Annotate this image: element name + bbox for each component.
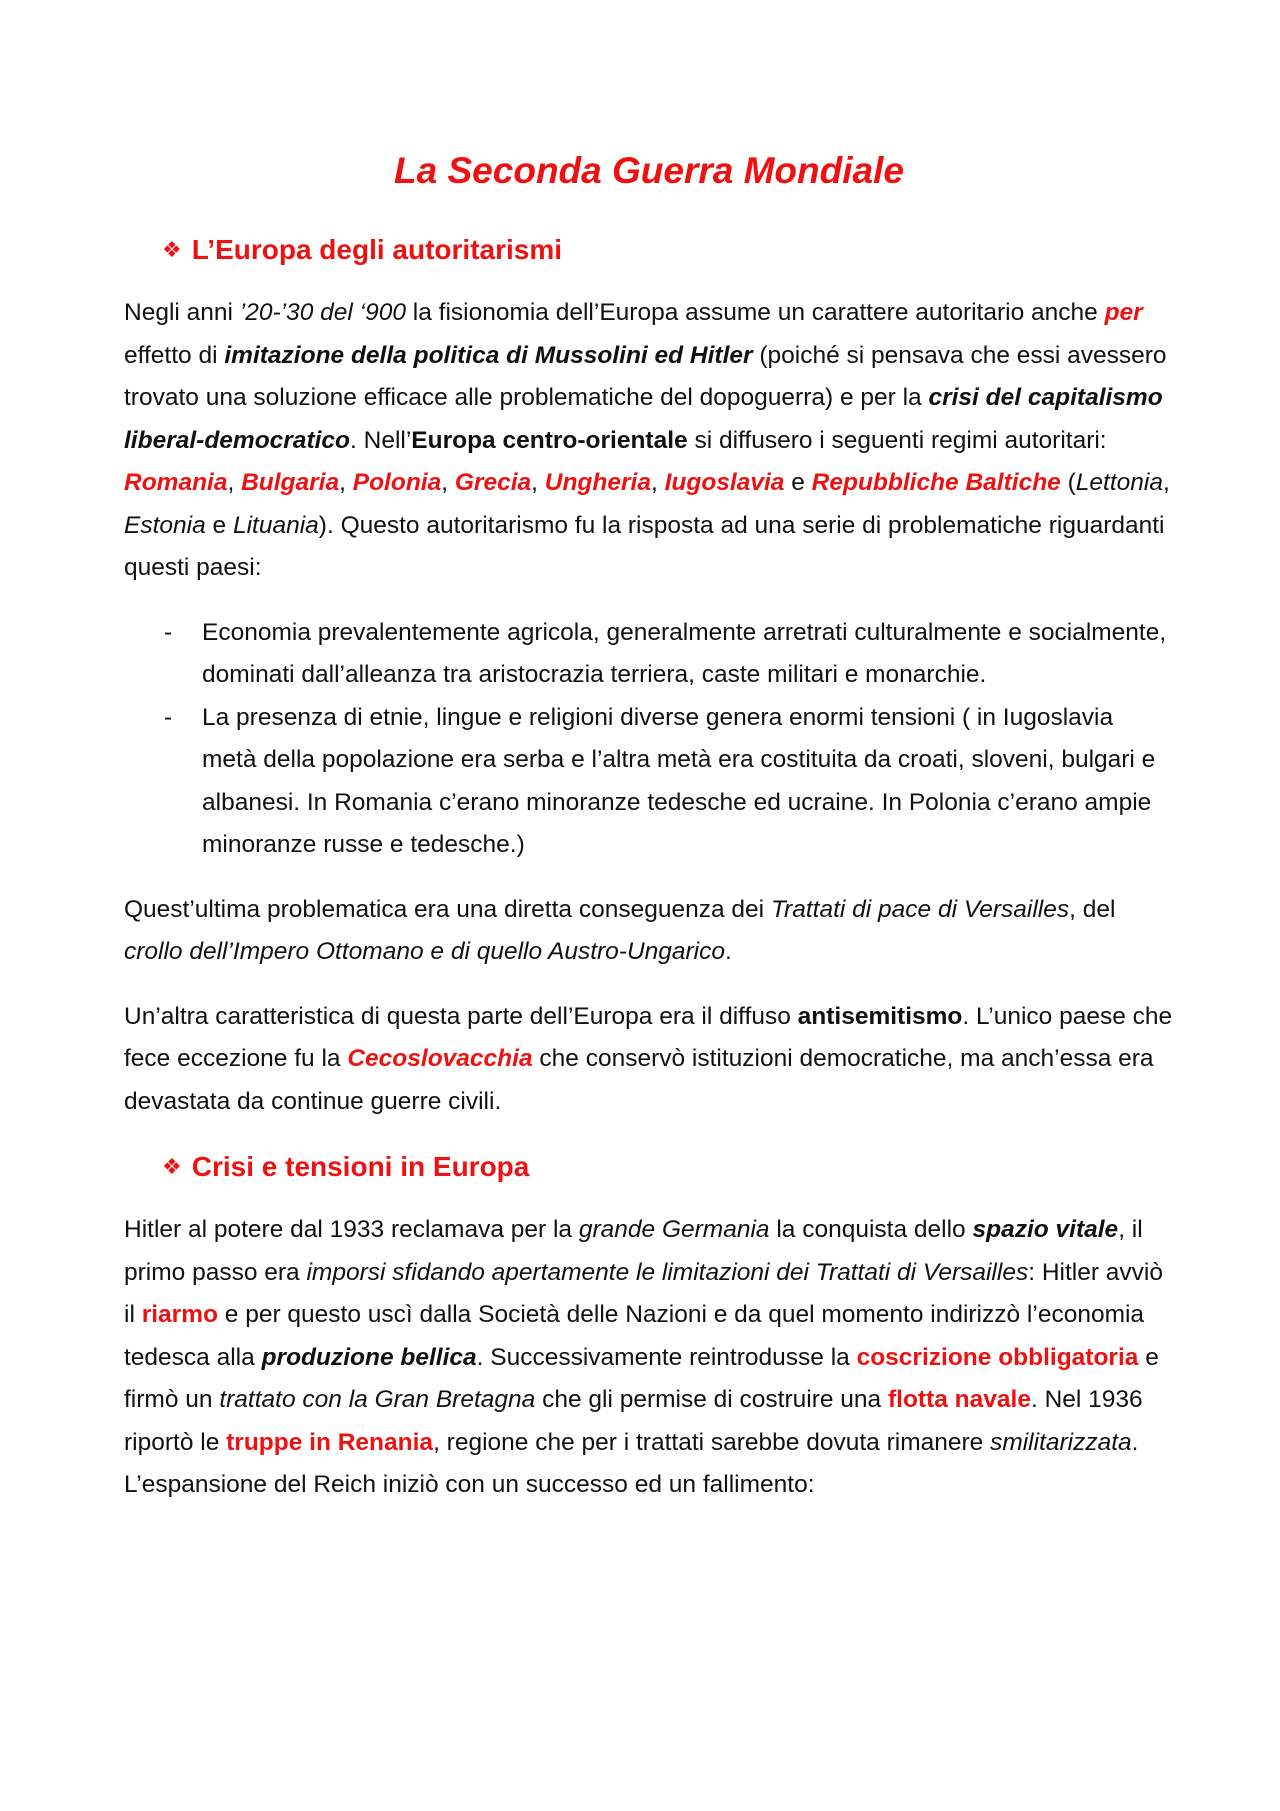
problems-list (124, 612, 1174, 867)
paragraph-hitler: Hitler al potere dal 1933 reclamava per la grande Germania la conquista dello spazio vitale, il primo passo era imporsi sfidando apertamente le limitazioni dei Trattati di Versailles: Hitler avviò il riarmo e per questo uscì dalla Società delle Nazioni e da quel momento indirizzò l’economia tedesca alla produzione bellica. Successivamente reintrodusse la coscrizione obbligatoria e firmò un trattato con la Gran Bretagna che gli permise di costruire una flotta navale. Nel 1936 riportò le truppe in Renania, regione che per i trattati sarebbe dovuta rimanere smilitarizzata. L’espansione del Reich iniziò con un successo ed un fallimento: (124, 1216, 1163, 1498)
diamond-cluster-icon: ❖ (162, 237, 182, 262)
section-heading-text: L’Europa degli autoritarismi (191, 234, 563, 265)
document-page (124, 150, 1174, 1529)
paragraph-conseguenza: Quest’ultima problematica era una diretta conseguenza dei Trattati di pace di Versailles, del crollo dell’Impero Ottomano e di quello Austro-Ungarico. (124, 895, 1116, 965)
document-title: La Seconda Guerra Mondiale (394, 150, 904, 191)
section-heading-autoritarismi (162, 234, 1174, 266)
section-heading-text: Crisi e tensioni in Europa (191, 1151, 530, 1182)
diamond-cluster-icon: ❖ (162, 1154, 182, 1179)
paragraph-antisemitismo: Un’altra caratteristica di questa parte dell’Europa era il diffuso antisemitismo. L’unico paese che fece eccezione fu la Cecoslovacchia che conservò istituzioni democratiche, ma anch’essa era devastata da continue guerre civili. (124, 1002, 1173, 1115)
list-item: - La presenza di etnie, lingue e religioni diverse genera enormi tensioni ( in Iugoslavia metà della popolazione era serba e l’altra metà era costituita da croati, sloveni, bulgari e albanesi. In Romania c’erano minoranze tedesche ed ucraine. In Polonia c’erano ampie minoranze russe e tedesche.) (164, 703, 1156, 858)
section-heading-crisi (162, 1151, 1174, 1183)
paragraph-autoritarismo: Negli anni ’20-’30 del ‘900 la fisionomia dell’Europa assume un carattere autoritario anche per effetto di imitazione della politica di Mussolini ed Hitler (poiché si pensava che essi avessero trovato una soluzione efficace alle problematiche del dopoguerra) e per la crisi del capitalismo liberal-democratico. Nell’Europa centro-orientale si diffusero i seguenti regimi autoritari: Romania, Bulgaria, Polonia, Grecia, Ungheria, Iugoslavia e Repubbliche Baltiche (Lettonia, Estonia e Lituania). Questo autoritarismo fu la risposta ad una serie di problematiche riguardanti questi paesi: (124, 299, 1170, 581)
list-item: - Economia prevalentemente agricola, generalmente arretrati culturalmente e socialmente, dominati dall’alleanza tra aristocrazia terriera, caste militari e monarchie. (164, 618, 1167, 688)
